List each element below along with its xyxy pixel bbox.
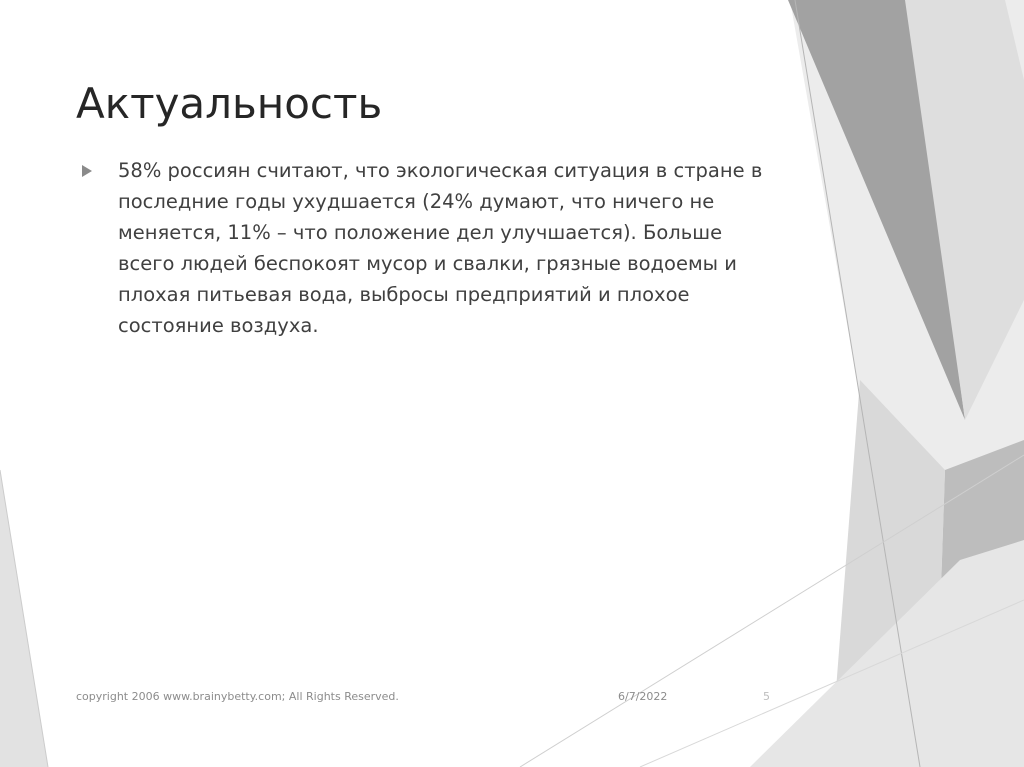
triangle-right-icon <box>82 165 92 177</box>
footer-date: 6/7/2022 <box>618 690 668 703</box>
bullet-list <box>76 155 766 341</box>
footer-copyright: copyright 2006 www.brainybetty.com; All Rights Reserved. <box>76 690 399 703</box>
bullet-text: 58% россиян считают, что экологическая ситуация в стране в последние годы ухудшается (24% думают, что ничего не меняется, 11% – что положение дел улучшается). Больше всего людей беспокоят мусор и свалки, грязные водоемы и плохая питьевая вода, выбросы предприятий и плохое состояние воздуха. <box>118 159 763 337</box>
list-item <box>76 155 766 341</box>
footer-page-number: 5 <box>763 690 770 703</box>
slide-title: Актуальность <box>76 79 383 128</box>
